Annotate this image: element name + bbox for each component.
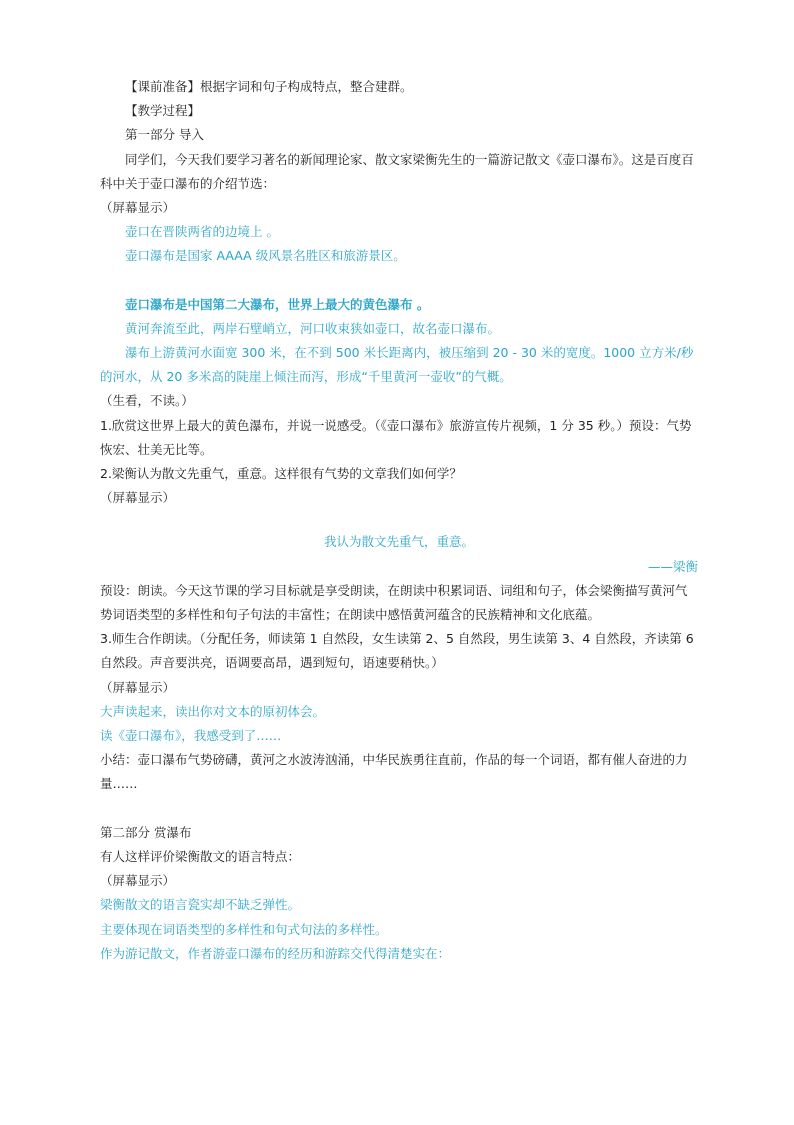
screen-text-6: 大声读起来，读出你对文本的原初体会。 [100,703,326,719]
part1-title: 第一部分 导入 [125,127,204,143]
screen-note: （屏幕显示） [100,200,176,216]
preset-paragraph: 预设：朗读。今天这节课的学习目标就是享受朗读，在朗读中积累词语、词组和句子，体会梁衡描写黄河气势词语类型的多样性和句子句法的丰富性；在朗读中感悟黄河蕴含的民族精神和文化底蕴。 [100,582,688,623]
question-1: 1.欣赏这世界上最大的黄色瀑布，并说一说感受。（《壶口瀑布》旅游宣传片视频，1 分 35 秒。）预设：气势恢宏、壮美无比等。 [100,417,692,457]
screen-note: （屏幕显示） [100,679,176,695]
screen-note: （屏幕显示） [100,490,176,506]
process-heading: 【教学过程】 [125,103,201,119]
screen-text-3: 壶口瀑布是中国第二大瀑布，世界上最大的黄色瀑布 。 [125,296,430,312]
comment-line: 有人这样评价梁衡散文的语言特点： [100,848,301,864]
screen-text-9: 主要体现在词语类型的多样性和句式句法的多样性。 [100,921,388,937]
screen-note: （屏幕显示） [100,873,176,889]
screen-text-1: 壶口在晋陕两省的边境上 。 [125,224,279,240]
screen-text-10: 作为游记散文，作者游壶口瀑布的经历和游踪交代得清楚实在： [100,945,451,961]
document-body [100,75,698,966]
part2-title: 第二部分 赏瀑布 [100,824,192,840]
question-2: 2.梁衡认为散文先重气，重意。这样很有气势的文章我们如何学？ [100,466,462,482]
summary-paragraph: 小结：壶口瀑布气势磅礴，黄河之水波涛汹涌，中华民族勇往直前，作品的每一个词语，都有催人奋进的力量…… [100,752,688,792]
screen-text-2: 壶口瀑布是国家 AAAA 级风景名胜区和旅游景区。 [125,248,406,264]
quote-text: 我认为散文先重气，重意。 [323,534,474,550]
question-3: 3.师生合作朗读。（分配任务，师读第 1 自然段，女生读第 2、5 自然段，男生读第 3、4 自然段，齐读第 6 自然段。声音要洪亮，语调要高昂，遇到短句，语速要稍快。） [100,631,694,671]
reading-note: （生看，不读。） [100,393,194,409]
screen-text-4: 黄河奔流至此，两岸石壁峭立，河口收束狭如壶口，故名壶口瀑布。 [125,320,501,336]
quote-author: ——梁衡 [647,558,698,574]
screen-text-8: 梁衡散文的语言瓷实却不缺乏弹性。 [100,897,301,913]
screen-text-5: 瀑布上游黄河水面宽 300 米，在不到 500 米长距离内，被压缩到 20 - 30 米的宽度。1000 立方米/秒的河水，从 20 多米高的陡崖上倾注而泻，形成“千里黄河一壶收”的气概。 [100,345,694,385]
intro-paragraph: 同学们，今天我们要学习著名的新闻理论家、散文家梁衡先生的一篇游记散文《壶口瀑布》。这是百度百科中关于壶口瀑布的介绍节选： [100,151,694,191]
screen-text-7: 读《壶口瀑布》，我感受到了…… [100,728,282,744]
prep-line: 【课前准备】根据字词和句子构成特点，整合建群。 [125,79,413,94]
